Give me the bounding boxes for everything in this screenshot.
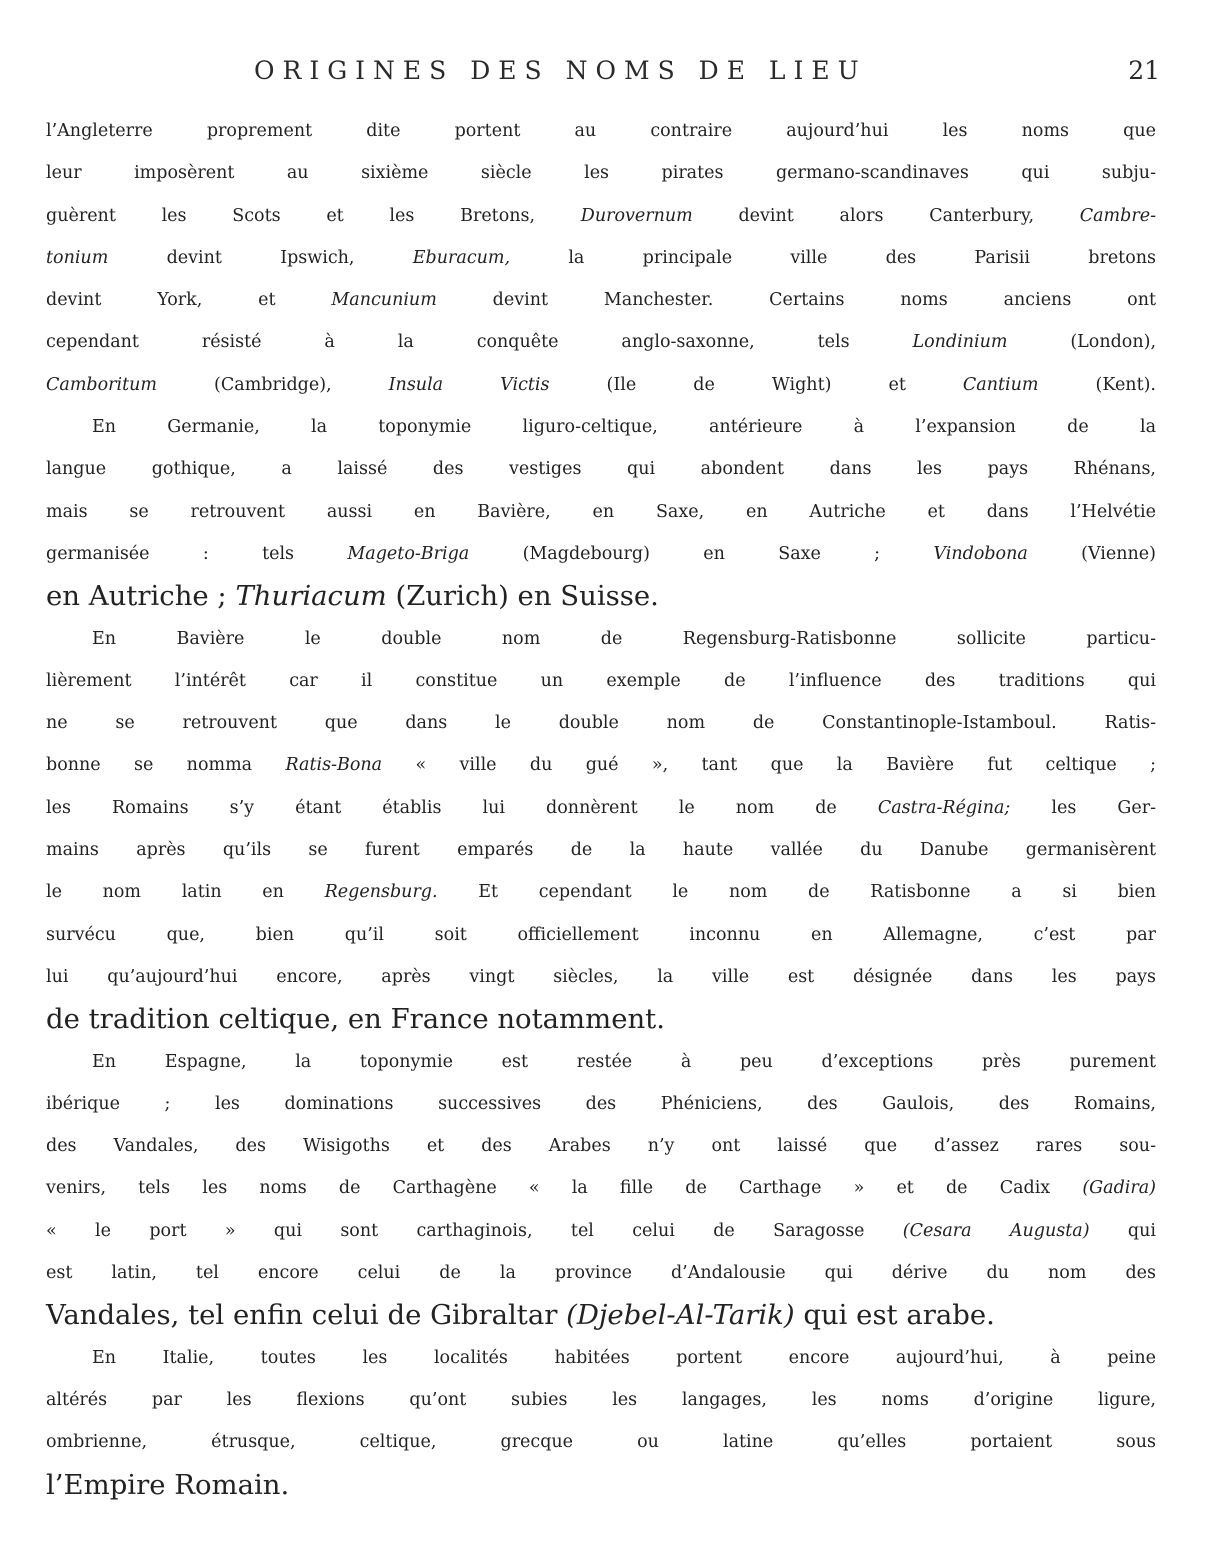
text-segment: (Magdebourg) en Saxe ; (469, 543, 934, 564)
text-segment: est latin, tel encore celui de la province d’Andalousie qui dérive du nom des (46, 1263, 1156, 1284)
text-segment: « ville du gué », tant que la Bavière fut celtique ; (382, 755, 1156, 776)
text-line (46, 829, 1156, 871)
text-line (46, 321, 1156, 363)
text-segment: en Autriche ; (46, 580, 236, 613)
text-segment: de tradition celtique, en France notamment. (46, 1003, 665, 1036)
italic-text: Thuriacum (235, 580, 387, 613)
text-line (46, 914, 1156, 956)
text-line (46, 237, 1156, 279)
text-line (46, 448, 1156, 490)
running-head-title: ORIGINES DES NOMS DE LIEU (254, 56, 867, 85)
paragraph-first-line (46, 406, 1156, 448)
text-segment: survécu que, bien qu’il soit officiellement inconnu en Allemagne, c’est par (46, 924, 1156, 945)
text-line (46, 1167, 1156, 1209)
text-segment: mais se retrouvent aussi en Bavière, en Saxe, en Autriche et dans l’Helvétie (46, 501, 1156, 522)
text-segment: (Kent). (1038, 374, 1156, 395)
text-line (46, 1125, 1156, 1167)
text-segment: (Zurich) en Suisse. (386, 580, 659, 613)
paragraph-first-line (46, 1041, 1156, 1083)
italic-text: Vindobona (933, 543, 1028, 564)
text-segment: En Germanie, la toponymie liguro-celtique, antérieure à l’expansion de la (92, 417, 1156, 438)
text-line (46, 660, 1156, 702)
text-segment: En Bavière le double nom de Regensburg-Ratisbonne sollicite particu- (92, 628, 1156, 649)
text-segment: cependant résisté à la conquête anglo-saxonne, tels (46, 332, 913, 353)
italic-text: Cambre- (1079, 205, 1156, 226)
text-line (46, 1083, 1156, 1125)
italic-text: Ratis-Bona (285, 755, 383, 776)
italic-text: tonium (46, 247, 109, 268)
text-line (46, 998, 1156, 1040)
text-segment: les Ger- (1010, 797, 1156, 818)
text-segment: ibérique ; les dominations successives des Phéniciens, des Gaulois, des Romains, (46, 1093, 1156, 1114)
text-line (46, 110, 1156, 152)
italic-text: Insula Victis (388, 374, 550, 395)
text-segment: qui est arabe. (794, 1299, 995, 1332)
text-segment: (Vienne) (1027, 543, 1156, 564)
text-segment: En Italie, toutes les localités habitées portent encore aujourd’hui, à peine (92, 1347, 1156, 1368)
text-segment: lièrement l’intérêt car il constitue un exemple de l’influence des traditions qui (46, 670, 1156, 691)
italic-text: Eburacum, (412, 247, 511, 268)
italic-text: Mancunium (331, 290, 437, 311)
text-line (46, 702, 1156, 744)
text-segment: guèrent les Scots et les Bretons, (46, 205, 581, 226)
text-line (46, 744, 1156, 786)
text-segment: mains après qu’ils se furent emparés de la haute vallée du Danube germanisèrent (46, 840, 1156, 861)
text-line (46, 787, 1156, 829)
page-number: 21 (1128, 56, 1160, 85)
text-line (46, 956, 1156, 998)
text-segment: lui qu’aujourd’hui encore, après vingt siècles, la ville est désignée dans les pays (46, 966, 1156, 987)
paragraph-first-line (46, 618, 1156, 660)
text-line (46, 1421, 1156, 1463)
text-line (46, 279, 1156, 321)
text-line (46, 364, 1156, 406)
text-segment: (Cambridge), (157, 374, 389, 395)
italic-text: Regensburg. (324, 882, 438, 903)
text-segment: ombrienne, étrusque, celtique, grecque ou latine qu’elles portaient sous (46, 1432, 1156, 1453)
text-segment: l’Empire Romain. (46, 1468, 290, 1501)
text-segment: devint alors Canterbury, (692, 205, 1080, 226)
text-segment: venirs, tels les noms de Carthagène « la fille de Carthage » et de Cadix (46, 1178, 1083, 1199)
text-segment: bonne se nomma (46, 755, 286, 776)
text-segment: altérés par les flexions qu’ont subies les langages, les noms d’origine ligure, (46, 1389, 1156, 1410)
text-line (46, 533, 1156, 575)
italic-text: (Djebel-Al-Tarik) (566, 1299, 795, 1332)
text-segment: les Romains s’y étant établis lui donnèrent le nom de (46, 797, 878, 818)
italic-text: Castra-Régina; (877, 797, 1011, 818)
italic-text: Cantium (962, 374, 1039, 395)
italic-text: Camboritum (46, 374, 158, 395)
text-segment: Vandales, tel enfin celui de Gibraltar (46, 1299, 567, 1332)
text-segment: leur imposèrent au sixième siècle les pirates germano-scandinaves qui subju- (46, 163, 1156, 184)
text-segment: (London), (1007, 332, 1157, 353)
text-segment: devint Ipswich, (108, 247, 413, 268)
text-line (46, 871, 1156, 913)
text-segment: germanisée : tels (46, 543, 348, 564)
italic-text: Mageto-Briga (347, 543, 470, 564)
text-segment: En Espagne, la toponymie est restée à peu d’exceptions près purement (92, 1051, 1156, 1072)
text-segment: le nom latin en (46, 882, 325, 903)
running-head (0, 56, 1221, 96)
text-line (46, 1294, 1156, 1336)
italic-text: Durovernum (580, 205, 693, 226)
paragraph-first-line (46, 1337, 1156, 1379)
italic-text: (Gadira) (1082, 1178, 1156, 1199)
text-segment: la principale ville des Parisii bretons (510, 247, 1156, 268)
text-line (46, 195, 1156, 237)
text-line (46, 1464, 1156, 1506)
text-line (46, 491, 1156, 533)
text-segment: (Ile de Wight) et (549, 374, 963, 395)
text-segment: ne se retrouvent que dans le double nom de Constantinople-Istamboul. Ratis- (46, 713, 1156, 734)
text-line (46, 575, 1156, 617)
text-line (46, 1379, 1156, 1421)
text-line (46, 1252, 1156, 1294)
text-line (46, 152, 1156, 194)
text-segment: l’Angleterre proprement dite portent au contraire aujourd’hui les noms que (46, 121, 1156, 141)
text-segment: Et cependant le nom de Ratisbonne a si bien (437, 882, 1157, 903)
text-line (46, 1210, 1156, 1252)
italic-text: (Cesara Augusta) (902, 1220, 1090, 1241)
italic-text: Londinium (912, 332, 1008, 353)
text-segment: « le port » qui sont carthaginois, tel celui de Saragosse (46, 1220, 903, 1241)
text-segment: langue gothique, a laissé des vestiges qui abondent dans les pays Rhénans, (46, 459, 1156, 480)
text-segment: des Vandales, des Wisigoths et des Arabes n’y ont laissé que d’assez rares sou- (46, 1136, 1156, 1157)
body-text (46, 110, 1156, 1506)
text-segment: devint Manchester. Certains noms anciens ont (436, 290, 1156, 311)
text-segment: qui (1089, 1220, 1156, 1241)
text-segment: devint York, et (46, 290, 332, 311)
